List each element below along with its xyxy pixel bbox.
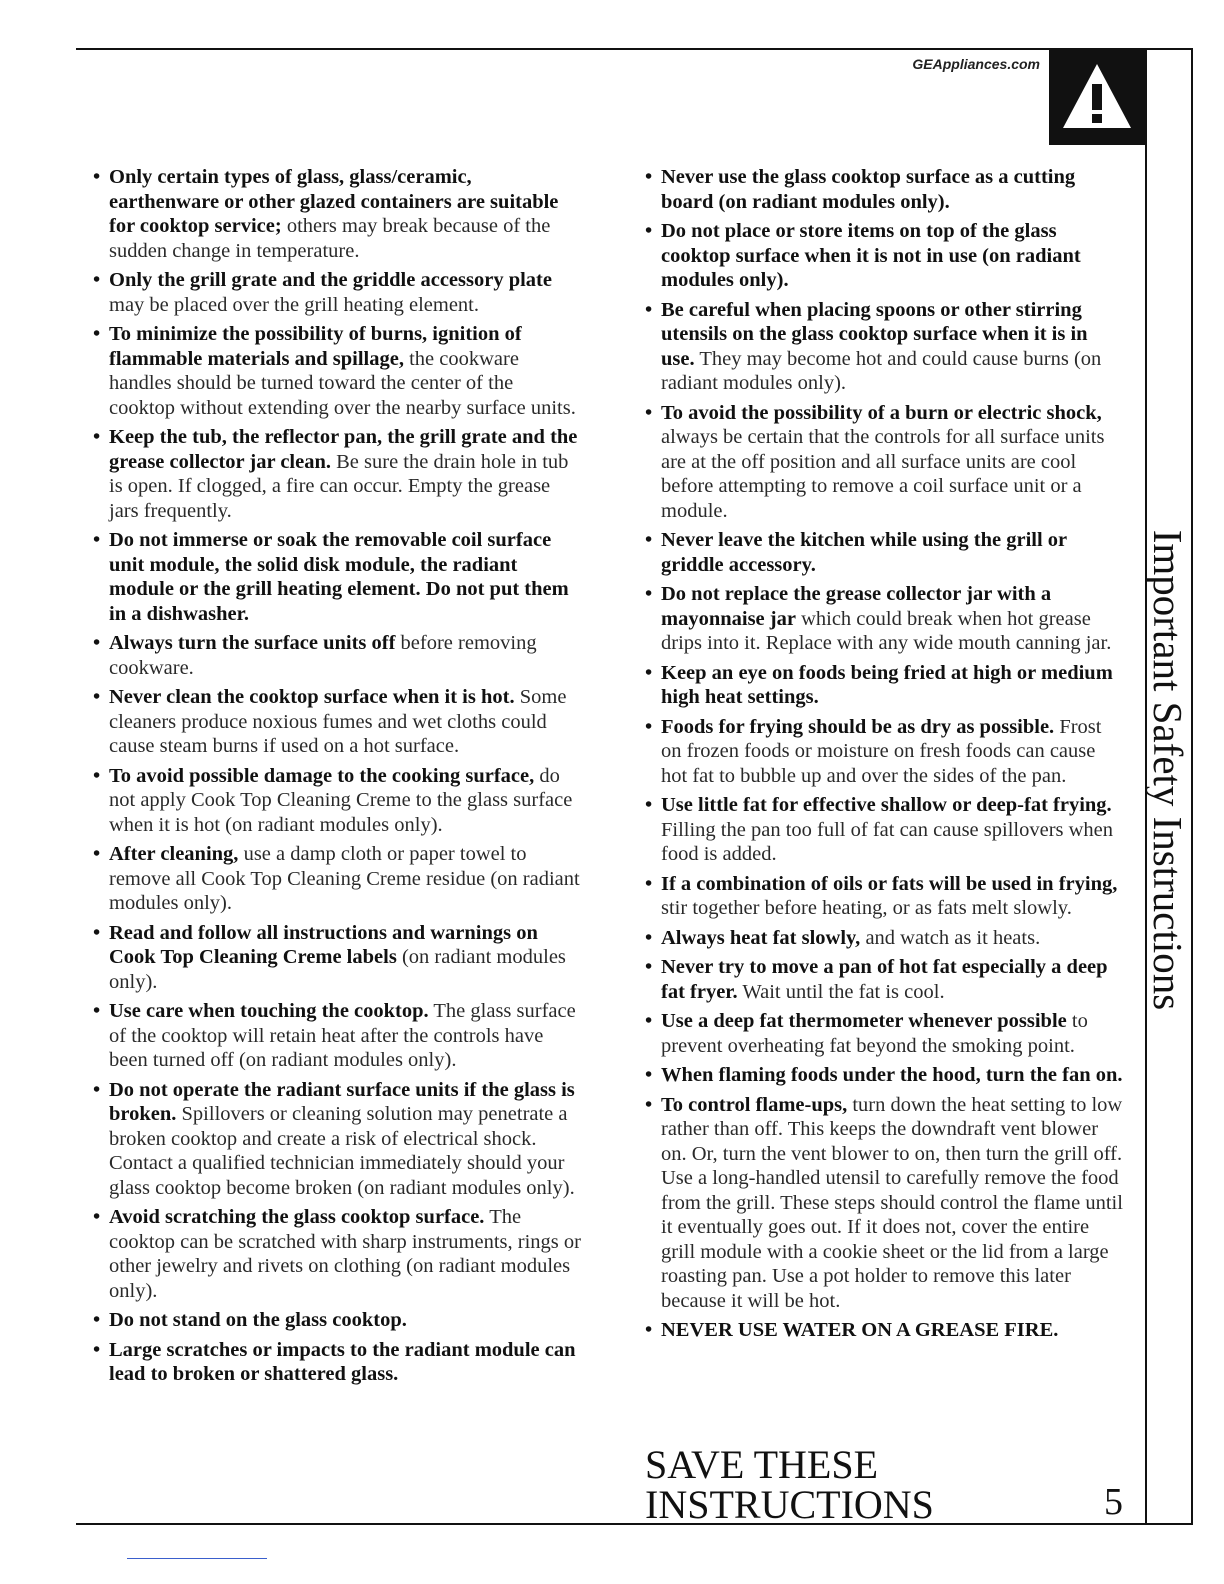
instruction-text: The glass surface of the cooktop will retain heat after the controls have been turned off (on radiant modules only). [109,1000,576,1071]
instruction-text: the cookware handles should be turned toward the center of the cooktop without extending over the nearby surface units. [109,347,576,419]
instruction-bold: Never clean the cooktop surface when it is hot. [109,686,515,708]
instruction-item [645,793,1123,867]
instruction-bold: Use care when touching the cooktop. [109,1000,429,1022]
instruction-text: Some cleaners produce noxious fumes and wet cloths could cause steam burns if used on a hot surface. [109,686,567,757]
instruction-text: Frost on frozen foods or moisture on fresh foods can cause hot fat to bubble up and over the sides of the pan. [661,715,1102,787]
instruction-text: They may become hot and could cause burns (on radiant modules only). [661,347,1102,394]
instruction-item [93,322,583,420]
instruction-text: others may break because of the sudden change in temperature. [109,215,551,262]
bullet-icon: • [93,1000,101,1022]
instruction-item [93,1078,583,1201]
instruction-bold: Large scratches or impacts to the radiant module can lead to broken or shattered glass. [109,1338,576,1385]
instruction-text: and watch as it heats. [860,926,1041,949]
right-column [645,165,1123,1348]
instruction-bold: To avoid possible damage to the cooking surface, [109,764,535,787]
instruction-text: always be certain that the controls for all surface units are at the off position and all surface units are cool before attempting to remove a coil surface unit or a module. [661,426,1105,522]
instruction-bold: Do not operate the radiant surface units if the glass is broken. [109,1078,575,1125]
instruction-item [645,401,1123,524]
bullet-icon: • [645,166,653,188]
bullet-icon: • [645,794,653,816]
bullet-icon: • [93,1338,101,1361]
instruction-text: use a damp cloth or paper towel to remove all Cook Top Cleaning Creme residue (on radiant modules only). [109,843,580,914]
instruction-bold: Keep the tub, the reflector pan, the grill grate and the grease collector jar clean. [109,426,578,473]
instruction-text: before removing cookware. [109,632,537,679]
instruction-text: which could break when hot grease drips into it. Replace with any wide mouth canning jar. [661,607,1112,654]
instruction-item [645,219,1123,293]
instruction-bold: Read and follow all instructions and warnings on Cook Top Cleaning Creme labels [109,921,538,968]
page-number: 5 [1104,1481,1123,1523]
underline-mark [127,1558,267,1559]
instruction-item [93,425,583,523]
instruction-bold: Use a deep fat thermometer whenever possible [661,1010,1067,1032]
instruction-item [645,528,1123,577]
instruction-bold: After cleaning, [109,843,239,865]
bullet-icon: • [645,1093,653,1116]
instruction-bold: Be careful when placing spoons or other stirring utensils on the glass cooktop surface when it is in use. [661,298,1088,370]
instruction-bold: To control flame-ups, [661,1093,848,1116]
instruction-text: may be placed over the grill heating element. [109,293,479,316]
bullet-icon: • [93,426,101,448]
save-heading-line-1: SAVE THESE [645,1442,879,1487]
instruction-text: Spillovers or cleaning solution may penetrate a broken cooktop and create a risk of electrical shock. Contact a qualified technician immediately should your glass cooktop become broken (on radiant modules only). [109,1103,575,1199]
instruction-bold: Keep an eye on foods being fried at high or medium high heat settings. [661,661,1113,708]
bullet-icon: • [93,686,101,708]
bullet-icon: • [93,269,101,291]
instruction-bold: Use little fat for effective shallow or deep-fat frying. [661,794,1112,816]
instruction-bold: Avoid scratching the glass cooktop surface. [109,1206,485,1228]
instruction-item [645,955,1123,1004]
instruction-bold: Do not immerse or soak the removable coil surface unit module, the solid disk module, the radiant module or the grill heating element. Do not put them in a dishwasher. [109,529,569,625]
instruction-item [93,685,583,759]
instruction-item [93,1205,583,1303]
left-column [93,165,583,1392]
instruction-text: Filling the pan too full of fat can cause spillovers when food is added. [661,818,1114,865]
instruction-text: Wait until the fat is cool. [737,980,945,1003]
instruction-text: (on radiant modules only). [109,946,566,993]
save-instructions-heading [645,1442,1065,1527]
instruction-item [93,842,583,916]
bullet-icon: • [645,926,653,949]
instruction-text: do not apply Cook Top Cleaning Creme to the glass surface when it is hot (on radiant modules only). [109,764,573,836]
instruction-text: The cooktop can be scratched with sharp instruments, rings or other jewelry and rivets on clothing (on radiant modules only). [109,1206,581,1302]
instruction-item [645,1009,1123,1058]
bullet-icon: • [645,401,653,424]
instruction-item [93,1338,583,1387]
save-heading-line-2: INSTRUCTIONS [645,1482,934,1527]
instruction-item [645,1318,1123,1343]
instruction-item [645,715,1123,789]
instruction-bold: Never use the glass cooktop surface as a cutting board (on radiant modules only). [661,166,1076,213]
bullet-icon: • [645,1319,653,1341]
bullet-icon: • [645,298,653,321]
bullet-icon: • [645,583,653,605]
bullet-icon: • [645,715,653,738]
instruction-bold: Do not place or store items on top of the glass cooktop surface when it is not in use (on radiant modules only). [661,220,1081,291]
bullet-icon: • [93,166,101,188]
instruction-item [93,165,583,263]
warning-triangle-icon [1061,60,1133,132]
instruction-item [93,1308,583,1333]
instruction-bold: If a combination of oils or fats will be used in frying, [661,872,1118,895]
instruction-item [645,661,1123,710]
instruction-item [93,999,583,1073]
bullet-icon: • [93,323,101,345]
bullet-icon: • [645,1010,653,1032]
bullet-icon: • [645,220,653,242]
instruction-text: turn down the heat setting to low rather than off. This keeps the downdraft vent blower on. Or, turn the vent blower to on, then turn the grill off. Use a long-handled utensil to carefully remove the food from the grill. These steps should control the flame until it eventually goes out. If it does not, cover the entire grill module with a cookie sheet or the lid from a large roasting pan. Use a pot holder to remove this later because it will be hot. [661,1093,1123,1312]
bullet-icon: • [645,1064,653,1086]
bullet-icon: • [93,843,101,865]
instruction-bold: To minimize the possibility of burns, ignition of flammable materials and spillage, [109,323,522,370]
bullet-icon: • [93,1309,101,1331]
top-rule [76,48,1193,50]
instruction-bold: Always heat fat slowly, [661,926,861,949]
bullet-icon: • [93,1206,101,1228]
website-label: GEAppliances.com [912,56,1040,72]
bullet-icon: • [645,529,653,551]
instruction-item [645,1093,1123,1314]
instruction-bold: Do not replace the grease collector jar with a mayonnaise jar [661,583,1052,630]
instruction-bold: Never leave the kitchen while using the grill or griddle accessory. [661,529,1067,576]
instruction-item [93,268,583,317]
instruction-bold: Always turn the surface units off [109,632,396,654]
instruction-bold: Only the grill grate and the griddle accessory plate [109,269,552,291]
bullet-icon: • [93,1078,101,1101]
instruction-bold: NEVER USE WATER ON A GREASE FIRE. [661,1319,1059,1341]
side-section-title: Important Safety Instructions [1145,529,1191,1011]
instruction-item [93,631,583,680]
instruction-text: Be sure the drain hole in tub is open. If clogged, a fire can occur. Empty the grease jars frequently. [109,450,569,522]
instruction-item [93,921,583,995]
instruction-bold: When flaming foods under the hood, turn the fan on. [661,1064,1123,1086]
instruction-item [645,1063,1123,1088]
instruction-item [93,764,583,838]
instruction-item [93,528,583,626]
instruction-item [645,926,1123,951]
instruction-item [645,872,1123,921]
instruction-item [645,298,1123,396]
warning-badge [1049,50,1145,145]
bullet-icon: • [93,632,101,654]
instruction-text: to prevent overheating fat beyond the smoking point. [661,1010,1088,1057]
instruction-item [645,582,1123,656]
instruction-bold: Do not stand on the glass cooktop. [109,1309,407,1331]
instruction-bold: Only certain types of glass, glass/ceramic, earthenware or other glazed containers are suitable for cooktop service; [109,166,559,237]
instruction-item [645,165,1123,214]
instruction-text: stir together before heating, or as fats melt slowly. [661,897,1072,919]
instruction-bold: Foods for frying should be as dry as possible. [661,715,1055,738]
instruction-bold: To avoid the possibility of a burn or electric shock, [661,401,1102,424]
bullet-icon: • [645,872,653,895]
bullet-icon: • [93,529,101,551]
bullet-icon: • [645,956,653,978]
bullet-icon: • [645,661,653,684]
bullet-icon: • [93,764,101,787]
instruction-bold: Never try to move a pan of hot fat especially a deep fat fryer. [661,956,1108,1003]
bullet-icon: • [93,921,101,944]
